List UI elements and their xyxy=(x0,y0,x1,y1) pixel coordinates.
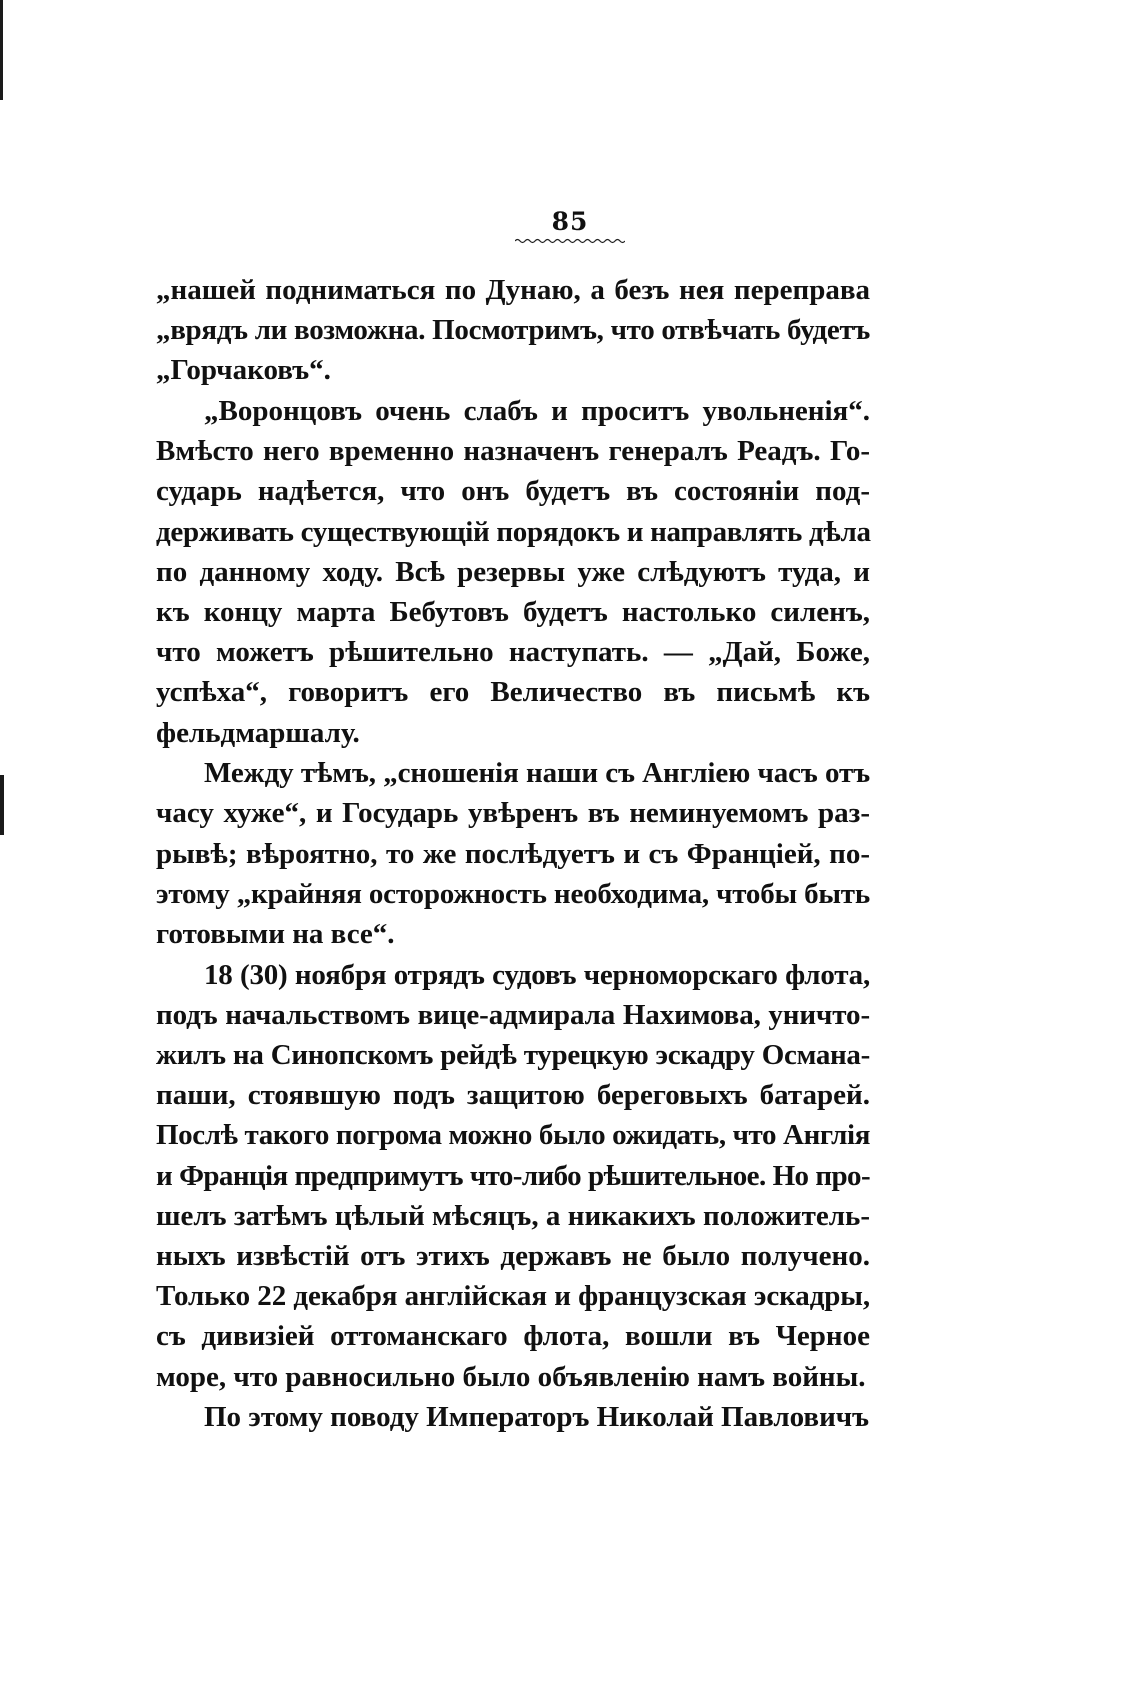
text-line: море, что равносильно было объявленію намъ войны. xyxy=(156,1360,866,1393)
paragraph xyxy=(156,270,870,391)
text-line: жилъ на Синопскомъ рейдѣ турецкую эскадру Османа- xyxy=(156,1039,870,1072)
text-line: „Воронцовъ очень слабъ и проситъ увольненія“. xyxy=(204,395,870,428)
text-line: успѣха“, говоритъ его Величество въ письмѣ къ xyxy=(156,676,870,709)
text-line: шелъ затѣмъ цѣлый мѣсяцъ, а никакихъ положитель- xyxy=(156,1199,870,1232)
text-line: Между тѣмъ, „сношенія наши съ Англіею часъ отъ xyxy=(204,757,870,790)
paragraph xyxy=(156,753,870,954)
page-number-wavy-rule xyxy=(515,238,625,244)
text-line: сударь надѣется, что онъ будетъ въ состояніи под- xyxy=(156,475,870,508)
text-line: подъ начальствомъ вице-адмирала Нахимова, уничто- xyxy=(156,998,870,1031)
text-line: По этому поводу Императоръ Николай Павловичъ xyxy=(204,1401,870,1434)
scan-edge-mark-top xyxy=(0,0,3,100)
text-line: 18 (30) ноября отрядъ судовъ черноморскаго флота, xyxy=(204,958,870,991)
text-line: къ концу марта Бебутовъ будетъ настолько силенъ, xyxy=(156,596,870,628)
paragraph xyxy=(156,955,870,1397)
text-line: „нашей подниматься по Дунаю, а безъ нея переправа xyxy=(156,274,870,306)
text-line: держивать существующій порядокъ и направлять дѣла xyxy=(156,515,871,548)
text-line: рывѣ; вѣроятно, то же послѣдуетъ и съ Франціей, по- xyxy=(156,837,870,870)
paragraph xyxy=(156,1397,870,1437)
text-line: этому „крайняя осторожность необходима, чтобы быть xyxy=(156,877,870,910)
text-line: часу хуже“, и Государь увѣренъ въ неминуемомъ раз- xyxy=(156,797,870,830)
page-header xyxy=(0,208,1140,244)
text-line: по данному ходу. Всѣ резервы уже слѣдуютъ туда, и xyxy=(156,555,870,588)
body-text xyxy=(156,270,870,1437)
text-line: Послѣ такого погрома можно было ожидать, что Англія xyxy=(156,1119,870,1152)
text-line: паши, стоявшую подъ защитою береговыхъ батарей. xyxy=(156,1079,870,1112)
text-line: Только 22 декабря англійская и французская эскадры, xyxy=(156,1280,870,1313)
text-line: ныхъ извѣстій отъ этихъ державъ не было получено. xyxy=(156,1240,870,1272)
text-line: что можетъ рѣшительно наступать. — „Дай, Боже, xyxy=(156,636,870,669)
text-line: съ дивизіей оттоманскаго флота, вошли въ Черное xyxy=(156,1320,870,1353)
text-line: готовыми на все“. xyxy=(156,918,395,950)
text-line: и Франція предпримутъ что-либо рѣшительное. Но про- xyxy=(156,1159,870,1192)
text-line: „Горчаковъ“. xyxy=(156,354,331,387)
scan-edge-mark-middle xyxy=(0,775,4,835)
text-line: „врядъ ли возможна. Посмотримъ, что отвѣчать будетъ xyxy=(156,314,870,347)
paragraph xyxy=(156,391,870,753)
page-number: 85 xyxy=(551,207,589,236)
text-line: Вмѣсто него временно назначенъ генералъ Реадъ. Го- xyxy=(156,435,870,468)
text-line: фельдмаршалу. xyxy=(156,716,360,749)
